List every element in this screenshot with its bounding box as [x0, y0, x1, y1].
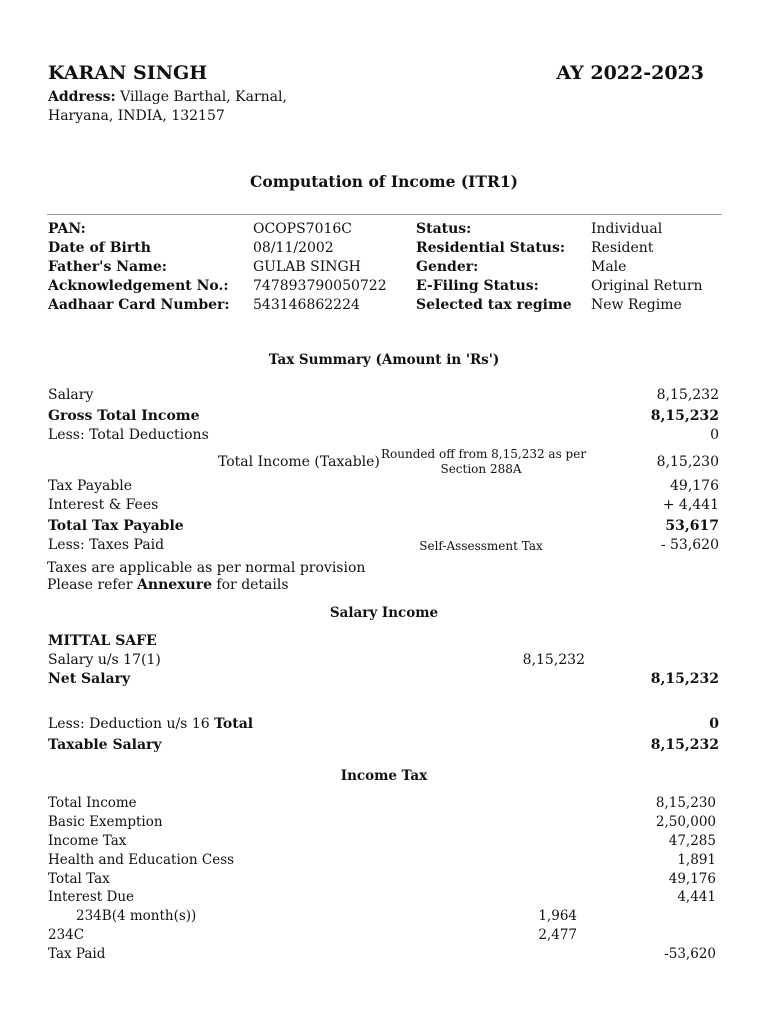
- efiling-status-label: E-Filing Status:: [416, 278, 539, 294]
- interest-fees-value: + 4,441: [662, 497, 719, 513]
- pan-value: OCOPS7016C: [253, 221, 353, 237]
- pan-label: PAN:: [48, 221, 86, 237]
- gross-total-value: 8,15,232: [650, 408, 719, 424]
- deduction-16-total: Total: [214, 716, 254, 732]
- total-tax-label: Total Tax: [48, 871, 110, 887]
- gender-value: Male: [591, 259, 627, 275]
- residential-status-value: Resident: [591, 240, 654, 256]
- deduction-16-label: [48, 716, 253, 732]
- basic-exemption-value: 2,50,000: [655, 814, 716, 830]
- annexure-note: [47, 577, 289, 593]
- interest-due-label: Interest Due: [48, 889, 135, 905]
- total-income-taxable-label: Total Income (Taxable): [218, 454, 380, 470]
- income-tax-value: 47,285: [668, 833, 716, 849]
- address-text: Village Barthal, Karnal,: [115, 89, 287, 105]
- tax-paid-label: Tax Paid: [48, 946, 106, 962]
- status-value: Individual: [591, 221, 663, 237]
- taxable-salary-value: 8,15,232: [650, 737, 719, 753]
- total-tax-payable-label: Total Tax Payable: [48, 518, 184, 534]
- interest-234b-value: 1,964: [538, 908, 577, 924]
- less-deductions-value: 0: [710, 427, 719, 443]
- salary-label: Salary: [48, 387, 94, 403]
- aadhaar-value: 543146862224: [253, 297, 360, 313]
- tax-paid-value: -53,620: [664, 946, 716, 962]
- it-total-income-value: 8,15,230: [655, 795, 716, 811]
- address-label: Address:: [48, 89, 116, 105]
- less-deductions-label: Less: Total Deductions: [48, 427, 209, 443]
- rounding-note-2: Section 288A: [440, 462, 522, 476]
- dob-value: 08/11/2002: [253, 240, 334, 256]
- dob-label: Date of Birth: [48, 240, 151, 256]
- tax-regime-value: New Regime: [591, 297, 682, 313]
- annexure-note-post: for details: [211, 577, 289, 593]
- ack-no-value: 747893790050722: [253, 278, 387, 294]
- interest-234b-label: 234B(4 month(s)): [76, 908, 197, 924]
- ack-no-label: Acknowledgement No.:: [48, 278, 229, 294]
- salary-17-1-value: 8,15,232: [522, 652, 585, 668]
- salary-17-1-label: Salary u/s 17(1): [48, 652, 161, 668]
- interest-234c-value: 2,477: [538, 927, 577, 943]
- interest-due-value: 4,441: [677, 889, 716, 905]
- income-tax-label: Income Tax: [48, 833, 127, 849]
- income-tax-heading: Income Tax: [340, 768, 428, 784]
- taxes-paid-value: - 53,620: [660, 537, 719, 553]
- total-income-taxable-value: 8,15,230: [656, 454, 719, 470]
- taxes-paid-label: Less: Taxes Paid: [48, 537, 165, 553]
- tax-summary-heading: Tax Summary (Amount in 'Rs'): [268, 352, 500, 368]
- provision-note: Taxes are applicable as per normal provision: [47, 560, 366, 576]
- divider: [47, 214, 722, 215]
- cess-label: Health and Education Cess: [48, 852, 235, 868]
- deduction-16-text: Less: Deduction u/s 16: [48, 716, 215, 732]
- tax-regime-label: Selected tax regime: [416, 297, 572, 313]
- basic-exemption-label: Basic Exemption: [48, 814, 163, 830]
- tax-payable-label: Tax Payable: [48, 478, 133, 494]
- salary-income-heading: Salary Income: [329, 605, 439, 621]
- father-name-label: Father's Name:: [48, 259, 167, 275]
- assessment-year: AY 2022-2023: [556, 62, 704, 84]
- interest-234c-label: 234C: [48, 927, 85, 943]
- tax-payable-value: 49,176: [670, 478, 719, 494]
- efiling-status-value: Original Return: [591, 278, 703, 294]
- net-salary-value: 8,15,232: [650, 671, 719, 687]
- residential-status-label: Residential Status:: [416, 240, 566, 256]
- taxpayer-name: KARAN SINGH: [48, 62, 208, 84]
- address-line-1: [48, 89, 287, 105]
- address-line-2: Haryana, INDIA, 132157: [48, 108, 225, 124]
- aadhaar-label: Aadhaar Card Number:: [48, 297, 230, 313]
- total-tax-value: 49,176: [668, 871, 716, 887]
- father-name-value: GULAB SINGH: [253, 259, 361, 275]
- annexure-note-pre: Please refer: [47, 577, 138, 593]
- interest-fees-label: Interest & Fees: [48, 497, 159, 513]
- deduction-16-value: 0: [709, 716, 719, 732]
- salary-value: 8,15,232: [656, 387, 719, 403]
- document-title: Computation of Income (ITR1): [250, 172, 518, 191]
- taxable-salary-label: Taxable Salary: [48, 737, 162, 753]
- status-label: Status:: [416, 221, 472, 237]
- self-assessment-note: Self-Assessment Tax: [419, 539, 543, 553]
- gender-label: Gender:: [416, 259, 479, 275]
- cess-value: 1,891: [677, 852, 716, 868]
- annexure-link-text: Annexure: [137, 577, 212, 593]
- gross-total-label: Gross Total Income: [48, 408, 200, 424]
- it-total-income-label: Total Income: [48, 795, 137, 811]
- net-salary-label: Net Salary: [48, 671, 131, 687]
- rounding-note-1: Rounded off from 8,15,232 as per: [381, 447, 587, 461]
- employer-name: MITTAL SAFE: [48, 633, 157, 649]
- total-tax-payable-value: 53,617: [665, 518, 719, 534]
